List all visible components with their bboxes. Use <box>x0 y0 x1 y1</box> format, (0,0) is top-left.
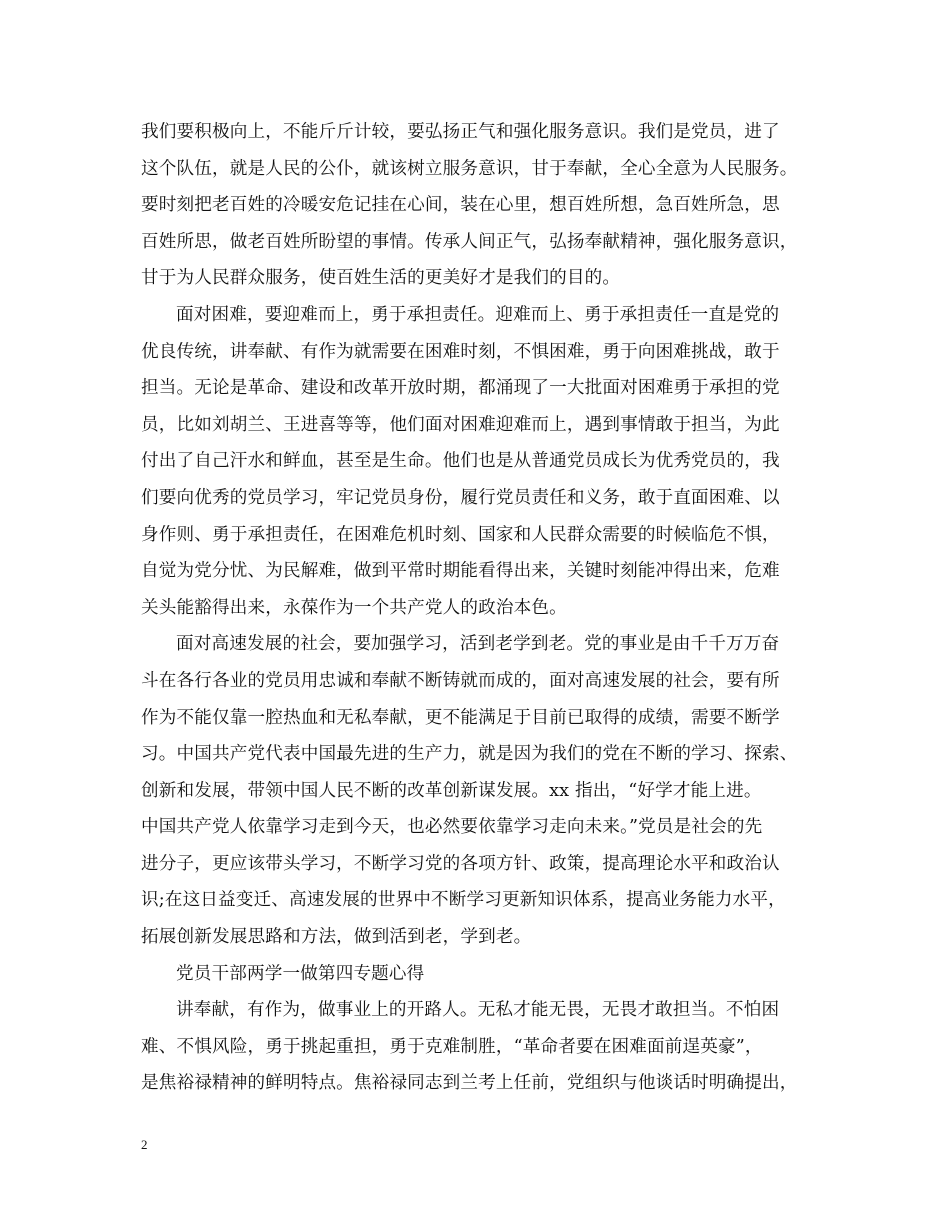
text-line: 识;在这日益变迁、高速发展的世界中不断学习更新知识体系，提高业务能力水平， <box>141 890 786 911</box>
text-line: 讲奉献，有作为，做事业上的开路人。无私才能无畏，无畏才敢担当。不怕困 <box>176 1000 780 1021</box>
text-line: 我们要积极向上，不能斤斤计较，要弘扬正气和强化服务意识。我们是党员，进了 <box>141 122 780 142</box>
text-line: 斗在各行各业的党员用忠诚和奉献不断铸就而成的，面对高速发展的社会，要有所 <box>141 670 780 691</box>
text-line: 这个队伍，就是人民的公仆，就该树立服务意识，甘于奉献，全心全意为人民服务。 <box>141 158 798 179</box>
text-line: 进分子，更应该带头学习，不断学习党的各项方针、政策，提高理论水平和政治认 <box>141 853 780 874</box>
text-line: 难、不惧风险，勇于挑起重担，勇于克难制胜，“革命者要在困难面前逞英豪”， <box>141 1036 763 1057</box>
text-line: 付出了自己汗水和鲜血，甚至是生命。他们也是从普通党员成长为优秀党员的，我 <box>141 451 780 472</box>
text-line: 作为不能仅靠一腔热血和无私奉献，更不能满足于目前已取得的成绩，需要不断学 <box>141 707 780 728</box>
text-line: 优良传统，讲奉献、有作为就需要在困难时刻，不惧困难，勇于向困难挑战，敢于 <box>141 341 780 362</box>
text-line: 创新和发展，带领中国人民不断的改革创新谋发展。xx 指出，“好学才能上进。 <box>141 780 762 801</box>
text-line: 身作则、勇于承担责任，在困难危机时刻、国家和人民群众需要的时候临危不惧， <box>141 524 780 545</box>
page-number: 2 <box>141 1137 148 1152</box>
text-line: 党员干部两学一做第四专题心得 <box>176 963 425 984</box>
text-line: 们要向优秀的党员学习，牢记党员身份，履行党员责任和义务，敢于直面困难、以 <box>141 487 780 508</box>
text-line: 中国共产党人依靠学习走到今天，也必然要依靠学习走向未来。”党员是社会的先 <box>141 817 763 838</box>
text-line: 面对困难，要迎难而上，勇于承担责任。迎难而上、勇于承担责任一直是党的 <box>176 304 780 325</box>
text-line: 拓展创新发展思路和方法，做到活到老，学到老。 <box>141 927 532 948</box>
text-line: 员，比如刘胡兰、王进喜等等，他们面对困难迎难而上，遇到事情敢于担当，为此 <box>141 414 780 435</box>
text-line: 甘于为人民群众服务，使百姓生活的更美好才是我们的目的。 <box>141 268 621 289</box>
text-line: 习。中国共产党代表中国最先进的生产力，就是因为我们的党在不断的学习、探索、 <box>141 744 798 765</box>
text-line: 关头能豁得出来，永葆作为一个共产党人的政治本色。 <box>141 597 567 618</box>
text-line: 要时刻把老百姓的冷暖安危记挂在心间，装在心里，想百姓所想，急百姓所急，思 <box>141 195 780 216</box>
document-body <box>141 114 831 1102</box>
text-line: 面对高速发展的社会，要加强学习，活到老学到老。党的事业是由千千万万奋 <box>176 634 780 655</box>
text-line: 担当。无论是革命、建设和改革开放时期，都涌现了一大批面对困难勇于承担的党 <box>141 378 780 399</box>
text-line: 百姓所思，做老百姓所盼望的事情。传承人间正气，弘扬奉献精神，强化服务意识， <box>141 231 798 252</box>
text-line: 自觉为党分忧、为民解难，做到平常时期能看得出来，关键时刻能冲得出来，危难 <box>141 561 780 582</box>
text-line: 是焦裕禄精神的鲜明特点。焦裕禄同志到兰考上任前，党组织与他谈话时明确提出， <box>141 1073 798 1094</box>
